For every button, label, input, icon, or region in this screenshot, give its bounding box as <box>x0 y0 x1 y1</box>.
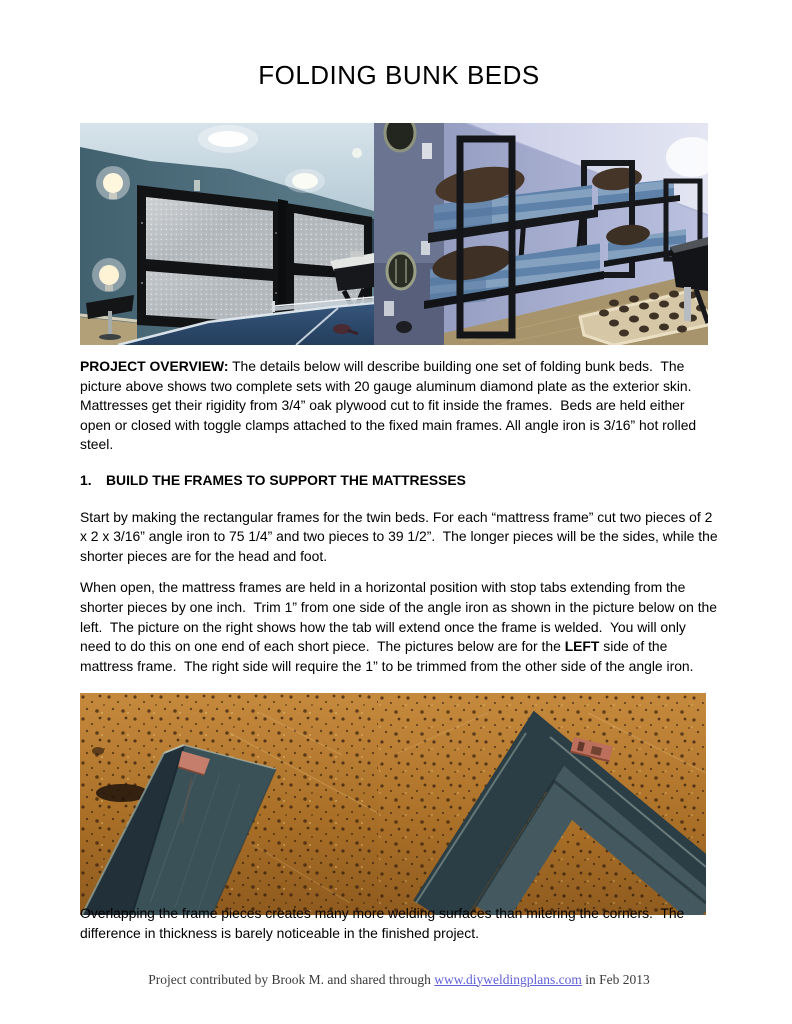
angle-iron-notch-illustration <box>80 693 378 915</box>
open-bunk-beds-illustration <box>374 123 708 345</box>
photo-caption: Overlapping the frame pieces creates many more welding surfaces than mitering the corners. The difference in thickness is barely noticeable in the finished project. <box>80 905 689 941</box>
section-title: BUILD THE FRAMES TO SUPPORT THE MATTRESSES <box>106 471 466 488</box>
overview-text: The details below will describe building one set of folding bunk beds. The picture above shows two complete sets with 20 gauge aluminum diamond plate as the exterior skin. Mattresses get their rigidity from 3/4” oak plywood cut to fit inside the frames. Beds are held either open or closed with toggle clamps attached to the fixed main frames. All angle iron is 3/16” hot rolled steel. <box>80 358 701 453</box>
footer-suffix: in Feb 2013 <box>581 971 650 987</box>
folded-bunk-beds-illustration <box>80 123 374 345</box>
paragraph-cut-pieces: Start by making the rectangular frames for the twin beds. For each “mattress frame” cut two pieces of 2 x 2 x 3/16” angle iron to 75 1/4” and two pieces to 39 1/2”. The longer pieces will be the sides, while the shorter pieces are for the head and foot. <box>80 508 722 564</box>
section-heading <box>80 471 718 491</box>
photo-row-top <box>80 123 718 345</box>
photo-open-bunk-beds <box>374 123 708 345</box>
photo-angle-iron-notch <box>80 693 378 915</box>
paragraph-stop-tabs <box>80 578 721 676</box>
stop-tabs-bold-left: LEFT <box>564 638 600 655</box>
overview-paragraph <box>80 357 718 455</box>
photo-row-bottom <box>80 693 718 915</box>
page-footer <box>80 972 718 988</box>
stop-tabs-text-after: side of the mattress frame. The right side will require the 1” to be trimmed from the other side of the angle iron. <box>80 638 694 674</box>
photo-welded-corner <box>378 693 706 915</box>
page-title: FOLDING BUNK BEDS <box>258 60 540 90</box>
welded-corner-illustration <box>378 693 706 915</box>
photo-folded-bunk-beds <box>80 123 374 345</box>
page-content <box>80 0 722 988</box>
overview-lead: PROJECT OVERVIEW: <box>80 358 229 374</box>
section-number: 1. <box>80 471 92 488</box>
footer-prefix: Project contributed by Brook M. and shared through <box>148 971 435 987</box>
stop-tabs-text-before: When open, the mattress frames are held in a horizontal position with stop tabs extending from the shorter pieces by one inch. Trim 1” from one side of the angle iron as shown in the picture below on the left. The picture on the right shows how the tab will extend once the frame is welded. You will only need to do this on one end of each short piece. The pictures below are for the <box>80 579 721 655</box>
footer-link[interactable]: www.diyweldingplans.com <box>434 971 582 987</box>
